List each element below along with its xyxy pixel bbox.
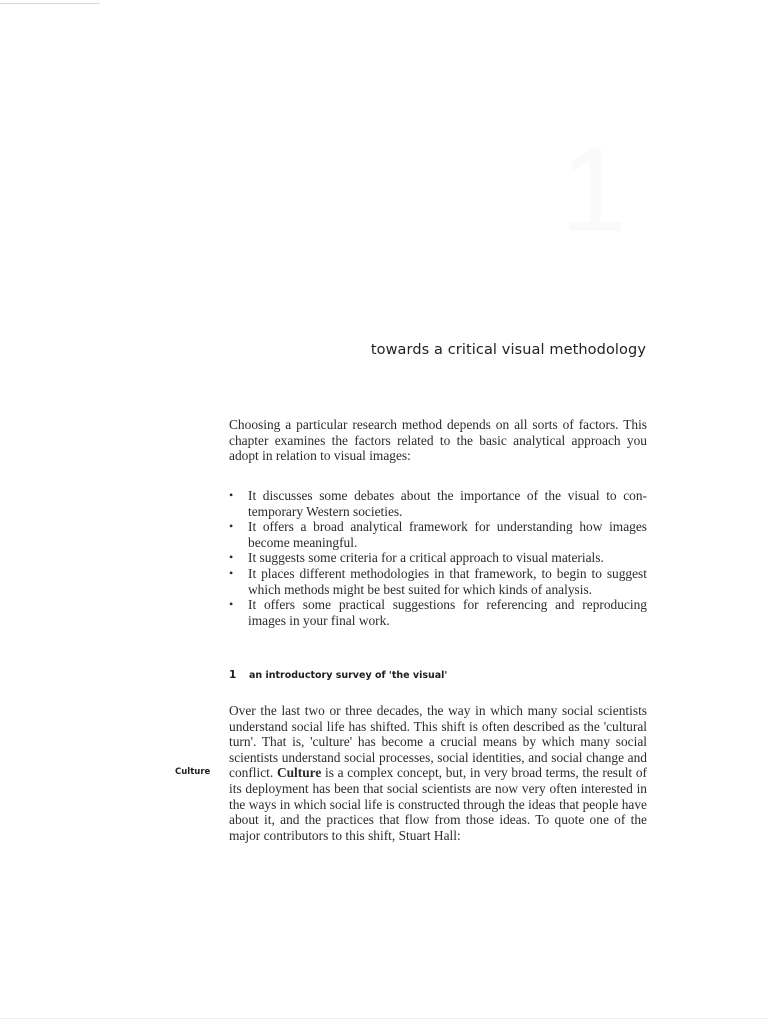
bullet-text: It suggests some criteria for a critical approach to visual materials. [248, 550, 604, 566]
chapter-number: 1 [560, 123, 627, 257]
body-paragraph [229, 703, 647, 843]
bullet-item [229, 519, 647, 550]
margin-note: Culture [175, 767, 211, 777]
section-heading-text: an introductory survey of 'the visual' [249, 670, 448, 681]
bullet-text: It offers a broad analytical framework for understanding how images become meaningful. [248, 519, 647, 550]
bullet-icon: • [229, 550, 234, 565]
bullet-item [229, 566, 647, 597]
bottom-rule [0, 1018, 768, 1019]
bullet-list [229, 488, 647, 628]
bullet-text: It discusses some debates about the importance of the visual to con-temporary Western societies. [248, 488, 647, 519]
bullet-text: It offers some practical suggestions for referencing and reproducing images in your final work. [248, 597, 647, 628]
bullet-text: It places different methodologies in that framework, to begin to suggest which methods might be best suited for which kinds of analysis. [248, 565, 647, 597]
top-rule [0, 3, 100, 4]
bullet-item [229, 488, 647, 519]
bullet-icon: • [229, 519, 234, 534]
bullet-icon: • [229, 597, 234, 612]
key-term: Culture [276, 765, 322, 781]
paragraph-text-before: Over the last two or three decades, the way in which many social scientists understand social life has shifted. This shift is often described as the 'cultural turn'. That is, 'culture' has become a crucial means by which many social scientists understand social processes, social identities, and social change and conflict. [229, 703, 647, 781]
chapter-title: towards a critical visual methodology [370, 342, 646, 358]
bullet-item [229, 597, 647, 628]
bullet-item [229, 550, 647, 566]
bullet-icon: • [229, 488, 234, 502]
bullet-icon: • [229, 565, 234, 580]
intro-paragraph: Choosing a particular research method depends on all sorts of factors. This chapter examines the factors related to the basic analytical approach you adopt in relation to visual images: [229, 417, 647, 464]
section-heading [229, 669, 649, 681]
section-number: 1 [229, 669, 237, 681]
paragraph-text-after: is a complex concept, but, in very broad terms, the result of its deployment has been that social scientists are now very often interested in the ways in which social life is constructed through the ideas that people have about it, and the practices that flow from those ideas. To quote one of the major contributors to this shift, Stuart Hall: [229, 765, 647, 843]
